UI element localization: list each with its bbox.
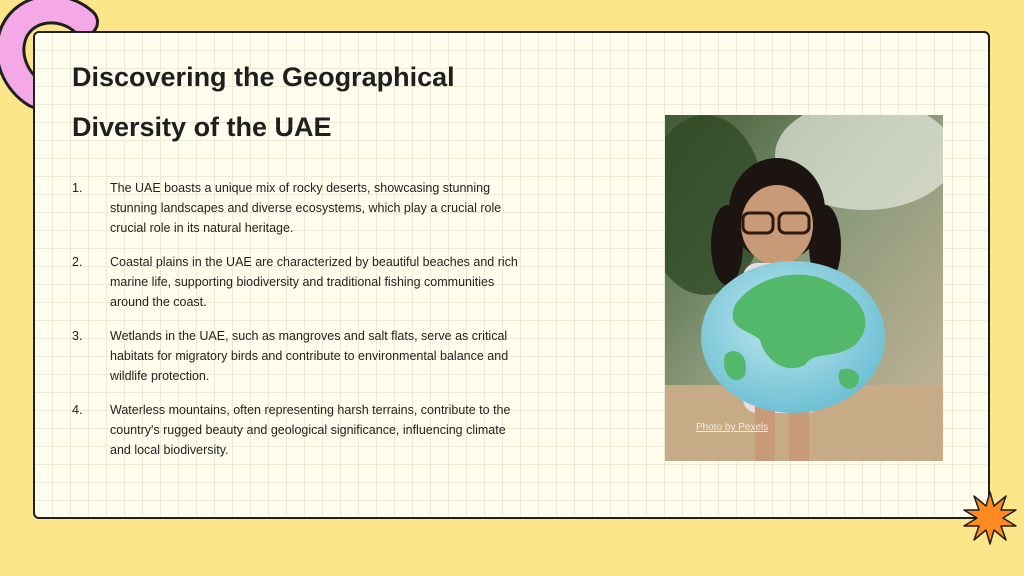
list-item xyxy=(72,400,532,474)
list-item xyxy=(72,178,532,252)
list-text: Waterless mountains, often representing harsh terrains, contribute to the country's rugged beauty and geological significance, influencing climate and local biodiversity. xyxy=(110,403,511,457)
numbered-list xyxy=(72,178,532,474)
list-text: Coastal plains in the UAE are characterized by beautiful beaches and rich marine life, supporting biodiversity and traditional fishing communities around the coast. xyxy=(110,255,518,309)
girl-with-globe-photo xyxy=(665,115,943,461)
title-line-2: Diversity of the UAE xyxy=(72,112,332,142)
list-text: Wetlands in the UAE, such as mangroves and salt flats, serve as critical habitats for migratory birds and contribute to environmental balance and wildlife protection. xyxy=(110,329,509,383)
title-line-1: Discovering the Geographical xyxy=(72,62,455,92)
photo-credit-link[interactable]: Photo by Pexels xyxy=(696,422,769,433)
slide-title xyxy=(72,52,532,152)
list-number: 2. xyxy=(72,255,83,269)
list-number: 1. xyxy=(72,181,83,195)
list-item xyxy=(72,326,532,400)
list-number: 3. xyxy=(72,329,83,343)
orange-starburst-decoration xyxy=(962,490,1018,546)
list-item xyxy=(72,252,532,326)
list-number: 4. xyxy=(72,403,83,417)
list-text: The UAE boasts a unique mix of rocky deserts, showcasing stunning stunning landscapes and diverse ecosystems, which play a crucial role crucial role in its natural heritage. xyxy=(110,181,502,235)
